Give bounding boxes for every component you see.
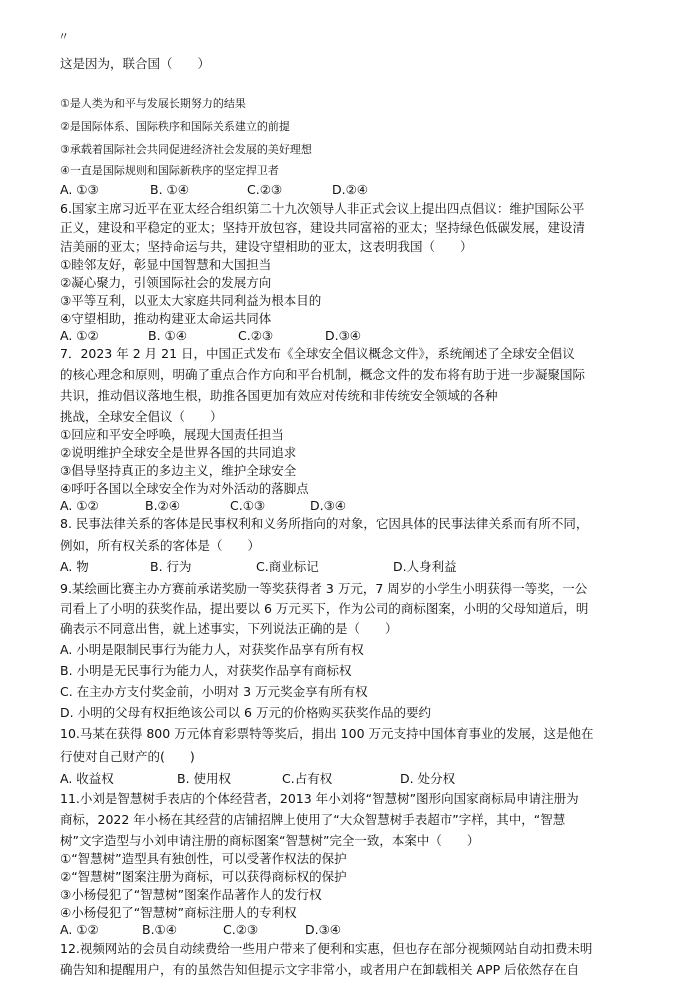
q9-choice-d: D. 小明的父母有权拒绝该公司以 6 万元的价格购买获奖作品的要约 bbox=[60, 705, 431, 720]
q6-item-4: ④守望相助，推动构建亚太命运共同体 bbox=[60, 311, 272, 326]
q11-option-a: A. ①② bbox=[60, 922, 99, 937]
q5-item-3: ③承载着国际社会共同促进经济社会发展的美好理想 bbox=[60, 143, 312, 156]
q7-stem-line-3: 共识，推动倡议落地生根，助推各国更加有效应对传统和非传统安全领域的各种 bbox=[60, 388, 498, 403]
q6-option-a: A. ①② bbox=[60, 328, 99, 343]
q11-stem-line-3: 树”文字造型与小刘申请注册的商标图案“智慧树”完全一致，本案中（ ） bbox=[60, 833, 480, 848]
q7-options bbox=[60, 497, 650, 515]
q6-option-c: C.②③ bbox=[238, 328, 274, 343]
q11-item-3: ③小杨侵犯了“智慧树”图案作品著作人的发行权 bbox=[60, 887, 322, 902]
q11-options bbox=[60, 921, 650, 939]
q11-option-c: C.②③ bbox=[223, 922, 259, 937]
q5-item-1: ①是人类为和平与发展长期努力的结果 bbox=[60, 97, 246, 110]
q10-option-a: A. 收益权 bbox=[60, 771, 114, 786]
q8-option-c: C.商业标记 bbox=[256, 559, 319, 574]
q11-stem-line-1: 11.小刘是智慧树手表店的个体经营者，2013 年小刘将“智慧树”图形向国家商标局申请注册为 bbox=[60, 791, 579, 806]
q10-option-b: B. 使用权 bbox=[177, 771, 232, 786]
q9-stem-line-2: 司看上了小明的获奖作品，提出要以 6 万元买下，作为公司的商标图案，小明的父母知道后，明 bbox=[60, 601, 589, 616]
q6-options bbox=[60, 327, 650, 345]
q6-option-b: B. ①④ bbox=[148, 328, 187, 343]
q8-option-b: B. 行为 bbox=[150, 559, 192, 574]
q7-item-4: ④呼吁各国以全球安全作为对外活动的落脚点 bbox=[60, 481, 309, 496]
q11-stem-line-2: 商标，2022 年小杨在其经营的店铺招牌上使用了“大众智慧树手表超市”字样，其中，“智慧 bbox=[60, 812, 566, 827]
q5-option-b: B. ①④ bbox=[150, 182, 189, 197]
q11-option-b: B.①④ bbox=[142, 922, 177, 937]
q9-choice-b: B. 小明是无民事行为能力人，对获奖作品享有商标权 bbox=[60, 663, 352, 678]
q9-stem-line-1: 9.某绘画比赛主办方赛前承诺奖励一等奖获得者 3 万元，7 周岁的小学生小明获得一等奖，一公 bbox=[60, 581, 588, 596]
q7-item-3: ③倡导坚持真正的多边主义，维护全球安全 bbox=[60, 463, 297, 478]
q9-stem-line-3: 确表示不同意出售，就上述事实，下列说法正确的是（ ） bbox=[60, 621, 398, 636]
q11-option-d: D.③④ bbox=[305, 922, 342, 937]
q7-stem-line-2: 的核心理念和原则，明确了重点合作方向和平台机制，概念文件的发布将有助于进一步凝聚国际 bbox=[60, 367, 586, 382]
q5-options bbox=[60, 181, 650, 199]
q5-option-c: C.②③ bbox=[247, 182, 283, 197]
q5-item-4: ④一直是国际规则和国际新秩序的坚定捍卫者 bbox=[60, 164, 279, 177]
q9-choice-a: A. 小明是限制民事行为能力人，对获奖作品享有所有权 bbox=[60, 642, 364, 657]
top-mark: 〃 bbox=[58, 30, 69, 43]
q11-item-4: ④小杨侵犯了“智慧树”商标注册人的专利权 bbox=[60, 905, 297, 920]
q7-option-d: D.③④ bbox=[310, 498, 347, 513]
q8-options bbox=[60, 558, 650, 576]
q11-item-2: ②“智慧树”图案注册为商标，可以获得商标权的保护 bbox=[60, 869, 347, 884]
q10-option-d: D. 处分权 bbox=[400, 771, 456, 786]
q8-option-d: D.人身利益 bbox=[393, 559, 457, 574]
q7-stem-line-4: 挑战，全球安全倡议（ ） bbox=[60, 409, 223, 424]
q6-stem-line-2: 正义，建设和平稳定的亚太；坚持开放包容，建设共同富裕的亚太；坚持绿色低碳发展，建设清 bbox=[60, 220, 586, 235]
q10-options bbox=[60, 770, 650, 788]
q8-stem-line-2: 例如，所有权关系的客体是（ ） bbox=[60, 538, 261, 553]
q8-stem-line-1: 8. 民事法律关系的客体是民事权利和义务所指向的对象，它因具体的民事法律关系而有所不同， bbox=[60, 516, 589, 531]
q11-item-1: ①“智慧树”造型具有独创性，可以受著作权法的保护 bbox=[60, 851, 347, 866]
q6-item-1: ①睦邻友好，彰显中国智慧和大国担当 bbox=[60, 257, 272, 272]
q6-item-3: ③平等互利，以亚太大家庭共同利益为根本目的 bbox=[60, 293, 322, 308]
q12-stem-line-2: 确告知和提醒用户，有的虽然告知但提示文字非常小，或者用户在卸载相关 APP 后依然存在自 bbox=[60, 962, 580, 977]
q5-item-2: ②是国际体系、国际秩序和国际关系建立的前提 bbox=[60, 120, 290, 133]
q6-option-d: D.③④ bbox=[325, 328, 362, 343]
q7-stem-line-1: 7．2023 年 2 月 21 日，中国正式发布《全球安全倡议概念文件》，系统阐述了全球安全倡议 bbox=[60, 346, 575, 361]
q12-stem-line-1: 12.视频网站的会员自动续费给一些用户带来了便利和实惠，但也存在部分视频网站自动扣费未明 bbox=[60, 941, 593, 956]
q6-item-2: ②凝心聚力，引领国际社会的发展方向 bbox=[60, 275, 272, 290]
q10-stem-line-1: 10.马某在获得 800 万元体育彩票特等奖后，捐出 100 万元支持中国体育事业的发展，这是他在 bbox=[60, 726, 594, 741]
q6-stem-line-1: 6.国家主席习近平在亚太经合组织第二十九次领导人非正式会议上提出四点倡议：维护国际公平 bbox=[60, 201, 585, 216]
q7-item-1: ①回应和平安全呼唤，展现大国责任担当 bbox=[60, 427, 284, 442]
q6-stem-line-3: 洁美丽的亚太；坚持命运与共，建设守望相助的亚太，这表明我国（ ） bbox=[60, 239, 473, 254]
q5-stem-tail: 这是因为，联合国（ ） bbox=[60, 56, 211, 71]
q8-option-a: A. 物 bbox=[60, 559, 89, 574]
q9-choice-c: C. 在主办方支付奖金前，小明对 3 万元奖金享有所有权 bbox=[60, 684, 368, 699]
q7-option-b: B.②④ bbox=[145, 498, 180, 513]
q7-item-2: ②说明维护全球安全是世界各国的共同追求 bbox=[60, 445, 297, 460]
q5-option-d: D.②④ bbox=[332, 182, 369, 197]
q7-option-a: A. ①② bbox=[60, 498, 99, 513]
q7-option-c: C.①③ bbox=[230, 498, 266, 513]
q10-option-c: C.占有权 bbox=[282, 771, 333, 786]
q10-stem-line-2: 行使对自己财产的( ) bbox=[60, 749, 195, 764]
q5-option-a: A. ①③ bbox=[60, 182, 99, 197]
